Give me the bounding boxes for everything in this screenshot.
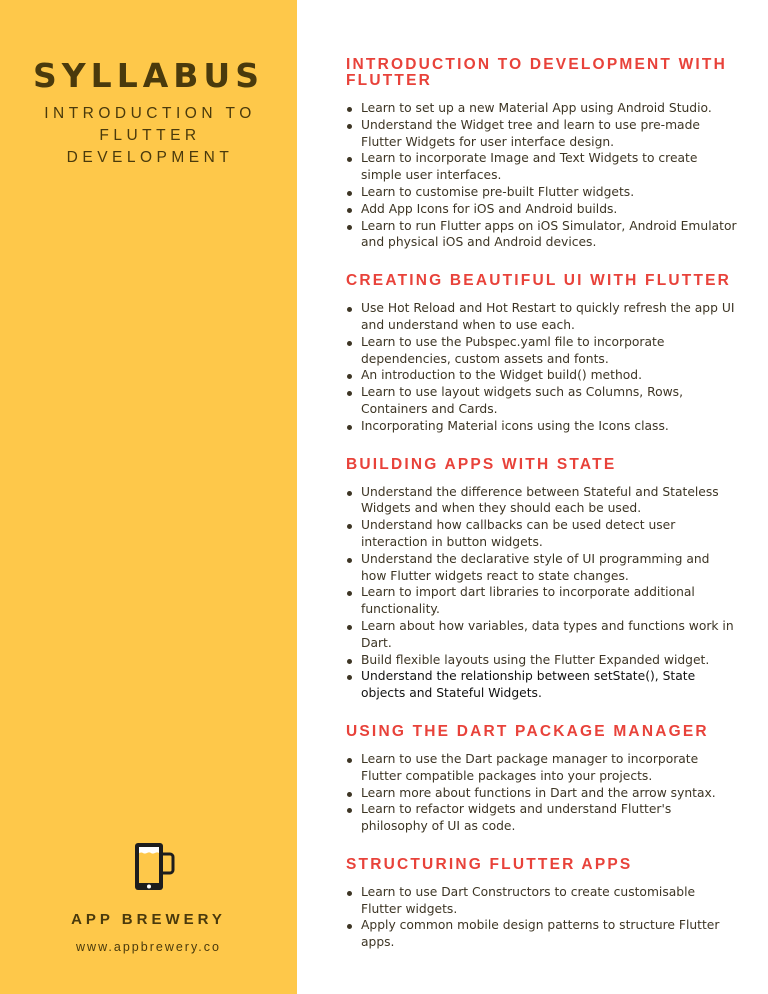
list-item: Learn to use the Dart package manager to incorporate Flutter compatible packages into your projects. [346, 751, 738, 785]
bullet-list [346, 751, 738, 835]
list-item: Learn to import dart libraries to incorporate additional functionality. [346, 584, 738, 618]
section-heading: BUILDING APPS WITH STATE [346, 455, 617, 473]
section-apps-with-state [346, 457, 738, 702]
section-introduction [346, 57, 738, 251]
list-item: Learn about how variables, data types and functions work in Dart. [346, 618, 738, 652]
list-item: Learn to customise pre-built Flutter widgets. [346, 184, 738, 201]
sidebar [0, 0, 297, 994]
list-item: Build flexible layouts using the Flutter Expanded widget. [346, 652, 738, 669]
list-item: Learn more about functions in Dart and the arrow syntax. [346, 785, 738, 802]
section-heading: INTRODUCTION TO DEVELOPMENT WITH FLUTTER [346, 56, 727, 89]
syllabus-content [346, 57, 738, 973]
list-item: Learn to use layout widgets such as Columns, Rows, Containers and Cards. [346, 384, 738, 418]
list-item: Use Hot Reload and Hot Restart to quickly refresh the app UI and understand when to use each. [346, 300, 738, 334]
section-heading: USING THE DART PACKAGE MANAGER [346, 722, 709, 740]
list-item: Learn to refactor widgets and understand Flutter's philosophy of UI as code. [346, 801, 738, 835]
list-item: Learn to use Dart Constructors to create customisable Flutter widgets. [346, 884, 738, 918]
section-heading: STRUCTURING FLUTTER APPS [346, 855, 633, 873]
list-item: Understand the relationship between setState(), State objects and Stateful Widgets. [346, 668, 738, 702]
list-item: Understand how callbacks can be used detect user interaction in button widgets. [346, 517, 738, 551]
list-item: Learn to set up a new Material App using Android Studio. [346, 100, 738, 117]
section-package-manager [346, 724, 738, 835]
list-item: Learn to run Flutter apps on iOS Simulator, Android Emulator and physical iOS and Android devices. [346, 218, 738, 252]
list-item: Understand the declarative style of UI programming and how Flutter widgets react to state changes. [346, 551, 738, 585]
bullet-list [346, 484, 738, 702]
list-item: An introduction to the Widget build() method. [346, 367, 738, 384]
list-item: Incorporating Material icons using the Icons class. [346, 418, 738, 435]
bullet-list [346, 884, 738, 951]
bullet-list [346, 300, 738, 434]
list-item: Learn to use the Pubspec.yaml file to incorporate dependencies, custom assets and fonts. [346, 334, 738, 368]
section-beautiful-ui [346, 273, 738, 434]
page-subtitle: INTRODUCTION TO FLUTTER DEVELOPMENT [44, 105, 256, 166]
brand-name: APP BREWERY [71, 911, 226, 928]
section-heading: CREATING BEAUTIFUL UI WITH FLUTTER [346, 272, 732, 290]
page-title: SYLLABUS [33, 56, 264, 95]
list-item: Understand the Widget tree and learn to use pre-made Flutter Widgets for user interface design. [346, 117, 738, 151]
bullet-list [346, 100, 738, 251]
list-item: Apply common mobile design patterns to structure Flutter apps. [346, 917, 738, 951]
section-structuring-apps [346, 857, 738, 951]
list-item: Learn to incorporate Image and Text Widgets to create simple user interfaces. [346, 150, 738, 184]
list-item: Understand the difference between Stateful and Stateless Widgets and when they should each be used. [346, 484, 738, 518]
phone-beer-mug-icon [133, 841, 175, 893]
website-url: www.appbrewery.co [76, 940, 221, 954]
list-item: Add App Icons for iOS and Android builds. [346, 201, 738, 218]
